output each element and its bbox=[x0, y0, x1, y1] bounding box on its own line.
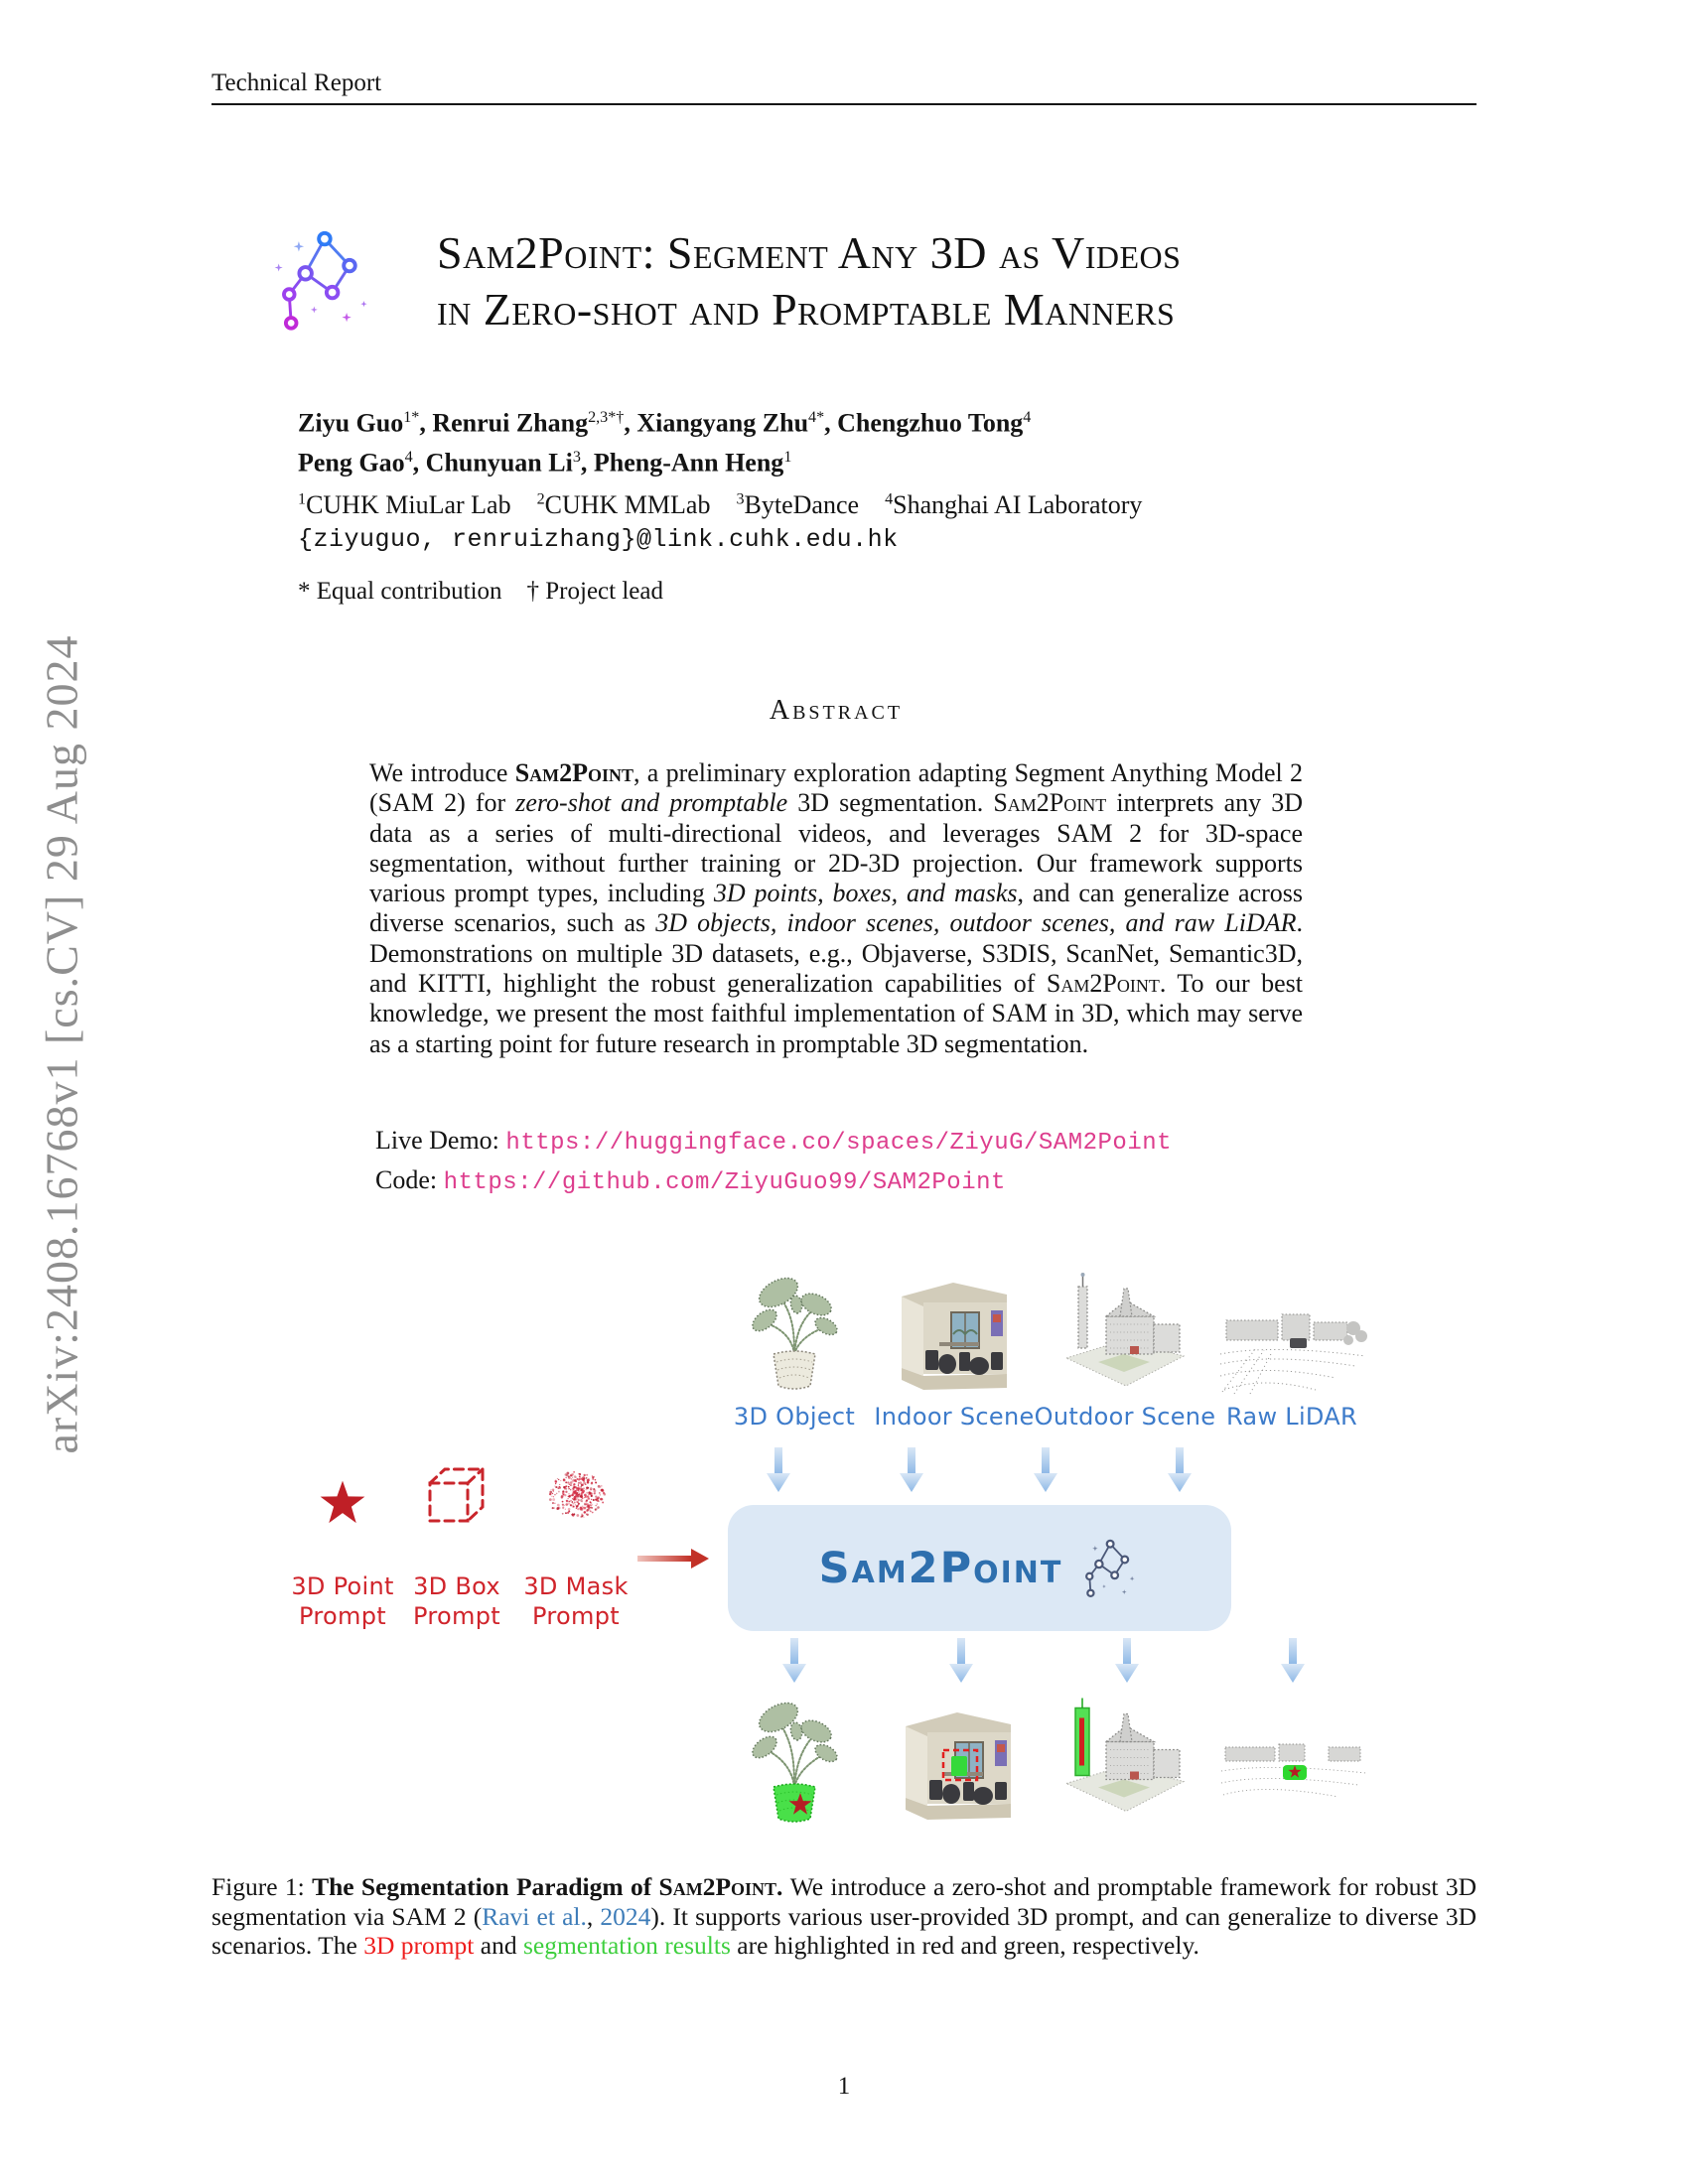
text-segment: ). It supports various user-provided 3D prompt, and can generalize to diverse 3D scenarios. The bbox=[211, 1901, 1477, 1961]
live-demo-line bbox=[375, 1122, 1172, 1161]
text-segment: segmentation results bbox=[522, 1931, 731, 1961]
text-segment: 3D points, boxes, and masks bbox=[713, 879, 1018, 908]
text-segment: 2,3*† bbox=[588, 409, 625, 426]
text-segment: 4 bbox=[404, 448, 413, 466]
author-list bbox=[298, 401, 1031, 479]
live-demo-url[interactable]: https://huggingface.co/spaces/ZiyuG/SAM2Point bbox=[505, 1130, 1173, 1157]
mask-prompt-blob-icon bbox=[539, 1459, 615, 1533]
text-segment: Xiangyang Zhu bbox=[636, 408, 809, 438]
prompt-label-line: 3D Mask bbox=[523, 1572, 629, 1600]
down-arrow-icon bbox=[948, 1638, 974, 1684]
text-segment[interactable]: 2024 bbox=[600, 1901, 651, 1931]
text-segment: , bbox=[586, 1901, 601, 1931]
result-image-indoor-scene bbox=[900, 1700, 1017, 1831]
result-image-outdoor-scene bbox=[1062, 1694, 1189, 1825]
prompt-label-line: 3D Point bbox=[291, 1572, 394, 1600]
arxiv-watermark: arXiv:2408.16768v1 [cs.CV] 29 Aug 2024 bbox=[36, 634, 87, 1454]
text-segment: 1* bbox=[403, 409, 420, 426]
sam2point-logo-icon bbox=[270, 220, 375, 341]
figure-caption bbox=[211, 1872, 1477, 1961]
text-segment: , a preliminary exploration adapting Segment Anything Model 2 (SAM 2) for bbox=[369, 758, 1303, 818]
page-number: 1 bbox=[837, 2073, 851, 2100]
code-line bbox=[375, 1161, 1172, 1201]
flow-arrow-icon bbox=[637, 1549, 709, 1569]
text-segment: We introduce bbox=[369, 758, 515, 787]
text-segment: . Demonstrations on multiple 3D datasets, e.g., Objaverse, S3DIS, ScanNet, Semantic3D, and KITTI, highlight the robust generalization capabilities of bbox=[369, 908, 1303, 999]
text-segment: Peng Gao bbox=[298, 448, 405, 478]
text-segment: Sam2Point bbox=[1046, 969, 1160, 999]
text-segment[interactable]: Ravi et al. bbox=[482, 1901, 587, 1931]
header-label: Technical Report bbox=[211, 69, 382, 96]
result-image-raw-lidar bbox=[1219, 1739, 1368, 1801]
down-arrow-icon bbox=[766, 1447, 791, 1493]
text-segment: Figure 1: bbox=[211, 1872, 313, 1901]
down-arrow-icon bbox=[1114, 1638, 1140, 1684]
text-segment: . bbox=[776, 1872, 790, 1901]
down-arrow-icon bbox=[1167, 1447, 1193, 1493]
prompt-label-line: 3D Box bbox=[413, 1572, 500, 1600]
text-segment: The Segmentation Paradigm of bbox=[312, 1872, 659, 1901]
text-segment: 2 bbox=[536, 490, 545, 508]
text-segment: , bbox=[824, 408, 838, 438]
text-segment: zero-shot and promptable bbox=[515, 788, 788, 818]
author-line-1 bbox=[298, 401, 1031, 441]
scene-label-indoor-scene: Indoor Scene bbox=[874, 1403, 1035, 1431]
text-segment: We introduce a zero-shot and promptable framework for robust 3D segmentation via SAM 2 ( bbox=[211, 1872, 1477, 1931]
text-segment: 4* bbox=[808, 409, 825, 426]
text-segment: Chunyuan Li bbox=[425, 448, 573, 478]
text-segment: 3D segmentation. bbox=[787, 788, 994, 818]
down-arrow-icon bbox=[1280, 1638, 1306, 1684]
text-segment: Chengzhuo Tong bbox=[837, 408, 1024, 438]
text-segment: Renrui Zhang bbox=[432, 408, 589, 438]
text-segment: . To our best knowledge, we present the most faithful implementation of SAM in 3D, which may serve as a starting point for future research in promptable 3D segmentation. bbox=[369, 969, 1303, 1058]
text-segment: ByteDance bbox=[744, 490, 886, 519]
text-segment: CUHK MMLab bbox=[544, 490, 737, 519]
scene-label-raw-lidar: Raw LiDAR bbox=[1225, 1403, 1357, 1431]
text-segment: 3 bbox=[572, 448, 581, 466]
down-arrow-icon bbox=[899, 1447, 924, 1493]
text-segment: , bbox=[624, 408, 637, 438]
text-segment: , bbox=[419, 408, 433, 438]
paper-title bbox=[437, 224, 1181, 338]
text-segment: 3D objects, indoor scenes, outdoor scenes, and raw LiDAR bbox=[655, 908, 1297, 938]
live-demo-label: Live Demo: bbox=[375, 1126, 499, 1155]
abstract-heading: Abstract bbox=[769, 695, 904, 726]
header-rule bbox=[211, 103, 1477, 105]
scene-image-3d-object bbox=[743, 1271, 846, 1398]
logo-sparkles bbox=[275, 241, 367, 322]
sam2point-box-logo-icon bbox=[1078, 1534, 1140, 1603]
prompt-label-line: Prompt bbox=[413, 1602, 500, 1630]
resource-links bbox=[375, 1122, 1172, 1201]
text-segment: , and can generalize across diverse scenarios, such as bbox=[369, 879, 1303, 938]
scene-label-outdoor-scene: Outdoor Scene bbox=[1034, 1403, 1216, 1431]
text-segment: Pheng-Ann Heng bbox=[593, 448, 784, 478]
sam2point-box bbox=[728, 1505, 1231, 1631]
text-segment: Sam2Point bbox=[514, 758, 634, 787]
email-line: {ziyuguo, renruizhang}@link.cuhk.edu.hk bbox=[298, 525, 899, 554]
scene-image-outdoor-scene bbox=[1062, 1271, 1189, 1397]
text-segment: 4 bbox=[1023, 409, 1032, 426]
code-url[interactable]: https://github.com/ZiyuGuo99/SAM2Point bbox=[443, 1169, 1006, 1196]
text-segment: , bbox=[412, 448, 426, 478]
scene-label-3d-object: 3D Object bbox=[733, 1403, 856, 1431]
text-segment: 1 bbox=[298, 490, 307, 508]
text-segment: Ziyu Guo bbox=[298, 408, 404, 438]
prompt-label-3d-mask bbox=[492, 1571, 660, 1631]
sam2point-box-label: Sam2Point bbox=[818, 1543, 1063, 1593]
code-label: Code: bbox=[375, 1165, 438, 1194]
text-segment: Shanghai AI Laboratory bbox=[893, 490, 1143, 519]
text-segment: Sam2Point bbox=[993, 788, 1107, 818]
point-prompt-star-icon bbox=[315, 1476, 370, 1532]
paper-title-line1: Sam2Point: Segment Any 3D as Videos bbox=[437, 227, 1182, 278]
abstract-body bbox=[369, 758, 1303, 1059]
result-image-3d-object bbox=[743, 1692, 846, 1833]
text-segment: 3 bbox=[736, 490, 745, 508]
affiliations-line bbox=[298, 490, 1142, 520]
text-segment: and bbox=[474, 1931, 523, 1961]
paper-title-line2: in Zero-shot and Promptable Manners bbox=[437, 284, 1176, 335]
scene-image-indoor-scene bbox=[896, 1277, 1013, 1394]
text-segment: 4 bbox=[885, 490, 894, 508]
author-line-2 bbox=[298, 441, 1031, 480]
down-arrow-icon bbox=[1033, 1447, 1058, 1493]
scene-image-raw-lidar bbox=[1216, 1298, 1368, 1398]
text-segment: CUHK MiuLar Lab bbox=[306, 490, 537, 519]
text-segment: interprets any 3D data as a series of multi-directional videos, and leverages SAM 2 for 3D-space segmentation, without further training or 2D-3D projection. Our framework supports various prompt types, including bbox=[369, 788, 1303, 908]
prompt-label-line: Prompt bbox=[532, 1602, 620, 1630]
text-segment: 1 bbox=[783, 448, 792, 466]
contribution-footnote: * Equal contribution † Project lead bbox=[298, 578, 663, 605]
prompt-label-line: Prompt bbox=[299, 1602, 386, 1630]
box-prompt-cube-icon bbox=[425, 1463, 491, 1529]
down-arrow-icon bbox=[781, 1638, 807, 1684]
text-segment: Sam2Point bbox=[658, 1872, 777, 1901]
text-segment: , bbox=[580, 448, 594, 478]
text-segment: are highlighted in red and green, respectively. bbox=[730, 1931, 1199, 1961]
text-segment: 3D prompt bbox=[363, 1931, 475, 1961]
